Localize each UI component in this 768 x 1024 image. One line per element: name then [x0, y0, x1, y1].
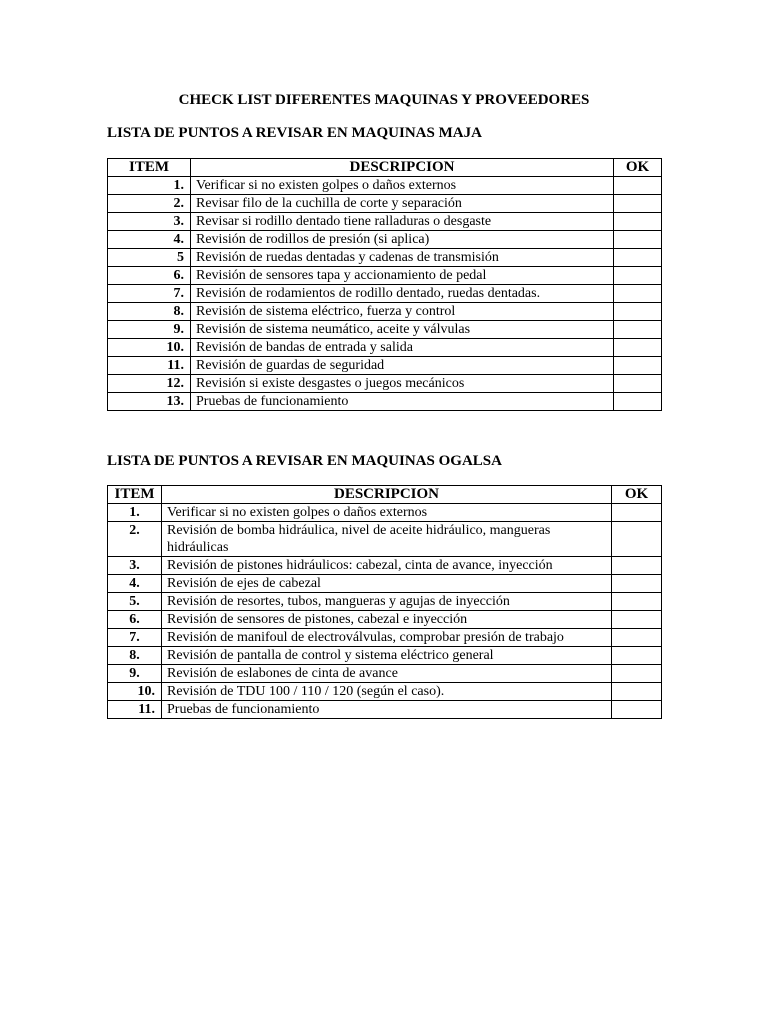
table-row [108, 249, 662, 267]
column-header-ok: OK [612, 486, 662, 504]
ok-checkbox-cell[interactable] [612, 522, 662, 557]
item-description: Revisión de pistones hidráulicos: cabezal, cinta de avance, inyección [162, 557, 612, 575]
item-description: Revisión de eslabones de cinta de avance [162, 665, 612, 683]
item-number: 8. [108, 303, 191, 321]
item-description: Pruebas de funcionamiento [162, 701, 612, 719]
item-description: Revisión de ejes de cabezal [162, 575, 612, 593]
item-description: Revisión de sensores de pistones, cabezal e inyección [162, 611, 612, 629]
ok-checkbox-cell[interactable] [614, 357, 662, 375]
table-header-row [108, 486, 662, 504]
item-number: 1. [108, 504, 162, 522]
document-title: CHECK LIST DIFERENTES MAQUINAS Y PROVEEDORES [178, 92, 590, 108]
ok-checkbox-cell[interactable] [612, 575, 662, 593]
item-number: 4. [108, 575, 162, 593]
item-description: Revisión si existe desgastes o juegos mecánicos [191, 375, 614, 393]
table-row [108, 701, 662, 719]
item-number: 10. [108, 683, 162, 701]
item-description: Revisión de sistema neumático, aceite y válvulas [191, 321, 614, 339]
ok-checkbox-cell[interactable] [612, 647, 662, 665]
table-row [108, 629, 662, 647]
item-description: Revisar filo de la cuchilla de corte y separación [191, 195, 614, 213]
item-description: Revisión de ruedas dentadas y cadenas de transmisión [191, 249, 614, 267]
item-number: 2. [108, 522, 162, 557]
table-row [108, 195, 662, 213]
ok-checkbox-cell[interactable] [612, 504, 662, 522]
item-number: 13. [108, 393, 191, 411]
item-number: 2. [108, 195, 191, 213]
ok-checkbox-cell[interactable] [612, 611, 662, 629]
ok-checkbox-cell[interactable] [614, 339, 662, 357]
item-number: 4. [108, 231, 191, 249]
ok-checkbox-cell[interactable] [614, 213, 662, 231]
table-row [108, 575, 662, 593]
item-description: Revisión de pantalla de control y sistema eléctrico general [162, 647, 612, 665]
item-number: 11. [108, 357, 191, 375]
table-row [108, 504, 662, 522]
table-row [108, 557, 662, 575]
ok-checkbox-cell[interactable] [612, 593, 662, 611]
item-description: Revisión de bandas de entrada y salida [191, 339, 614, 357]
item-description: Revisión de sistema eléctrico, fuerza y control [191, 303, 614, 321]
ok-checkbox-cell[interactable] [614, 249, 662, 267]
ok-checkbox-cell[interactable] [614, 303, 662, 321]
table-row [108, 303, 662, 321]
table-header-row [108, 159, 662, 177]
ok-checkbox-cell[interactable] [614, 285, 662, 303]
column-header-ok: OK [614, 159, 662, 177]
item-number: 6. [108, 611, 162, 629]
item-number: 9. [108, 665, 162, 683]
column-header-descripcion: DESCRIPCION [191, 159, 614, 177]
item-description: Revisión de resortes, tubos, mangueras y agujas de inyección [162, 593, 612, 611]
table-row [108, 285, 662, 303]
item-number: 5. [108, 593, 162, 611]
ok-checkbox-cell[interactable] [614, 267, 662, 285]
ok-checkbox-cell[interactable] [614, 321, 662, 339]
ok-checkbox-cell[interactable] [612, 683, 662, 701]
item-description: Revisión de manifoul de electroválvulas, comprobar presión de trabajo [162, 629, 612, 647]
ok-checkbox-cell[interactable] [614, 375, 662, 393]
column-header-descripcion: DESCRIPCION [162, 486, 612, 504]
item-description: Revisión de bomba hidráulica, nivel de aceite hidráulico, mangueras hidráulicas [162, 522, 612, 557]
item-description: Revisión de rodamientos de rodillo dentado, ruedas dentadas. [191, 285, 614, 303]
column-header-item: ITEM [108, 159, 191, 177]
table-row [108, 321, 662, 339]
item-number: 12. [108, 375, 191, 393]
item-number: 9. [108, 321, 191, 339]
ok-checkbox-cell[interactable] [612, 665, 662, 683]
item-number: 1. [108, 177, 191, 195]
item-description: Revisión de rodillos de presión (si aplica) [191, 231, 614, 249]
column-header-item: ITEM [108, 486, 162, 504]
table-row [108, 339, 662, 357]
table-row [108, 267, 662, 285]
item-number: 7. [108, 285, 191, 303]
table-row [108, 593, 662, 611]
table-row [108, 611, 662, 629]
item-description: Verificar si no existen golpes o daños externos [162, 504, 612, 522]
table-row [108, 393, 662, 411]
ok-checkbox-cell[interactable] [612, 629, 662, 647]
section-heading-maja: LISTA DE PUNTOS A REVISAR EN MAQUINAS MAJA [107, 125, 482, 141]
item-number: 6. [108, 267, 191, 285]
item-description: Revisar si rodillo dentado tiene ralladuras o desgaste [191, 213, 614, 231]
item-number: 11. [108, 701, 162, 719]
item-number: 7. [108, 629, 162, 647]
item-number: 10. [108, 339, 191, 357]
item-description: Verificar si no existen golpes o daños externos [191, 177, 614, 195]
table-row [108, 213, 662, 231]
item-description: Revisión de guardas de seguridad [191, 357, 614, 375]
ok-checkbox-cell[interactable] [614, 393, 662, 411]
table-row [108, 231, 662, 249]
table-row [108, 683, 662, 701]
table-row [108, 375, 662, 393]
table-row [108, 357, 662, 375]
ok-checkbox-cell[interactable] [612, 701, 662, 719]
table-row [108, 522, 662, 557]
item-description: Pruebas de funcionamiento [191, 393, 614, 411]
ok-checkbox-cell[interactable] [614, 195, 662, 213]
table-row [108, 177, 662, 195]
table-row [108, 647, 662, 665]
checklist-table-maja [107, 158, 662, 411]
ok-checkbox-cell[interactable] [614, 177, 662, 195]
item-description: Revisión de sensores tapa y accionamiento de pedal [191, 267, 614, 285]
ok-checkbox-cell[interactable] [612, 557, 662, 575]
item-number: 8. [108, 647, 162, 665]
table-row [108, 665, 662, 683]
item-number: 3. [108, 213, 191, 231]
ok-checkbox-cell[interactable] [614, 231, 662, 249]
item-description: Revisión de TDU 100 / 110 / 120 (según el caso). [162, 683, 612, 701]
section-heading-ogalsa: LISTA DE PUNTOS A REVISAR EN MAQUINAS OGALSA [107, 453, 502, 469]
item-number: 5 [108, 249, 191, 267]
checklist-table-ogalsa [107, 485, 662, 719]
item-number: 3. [108, 557, 162, 575]
